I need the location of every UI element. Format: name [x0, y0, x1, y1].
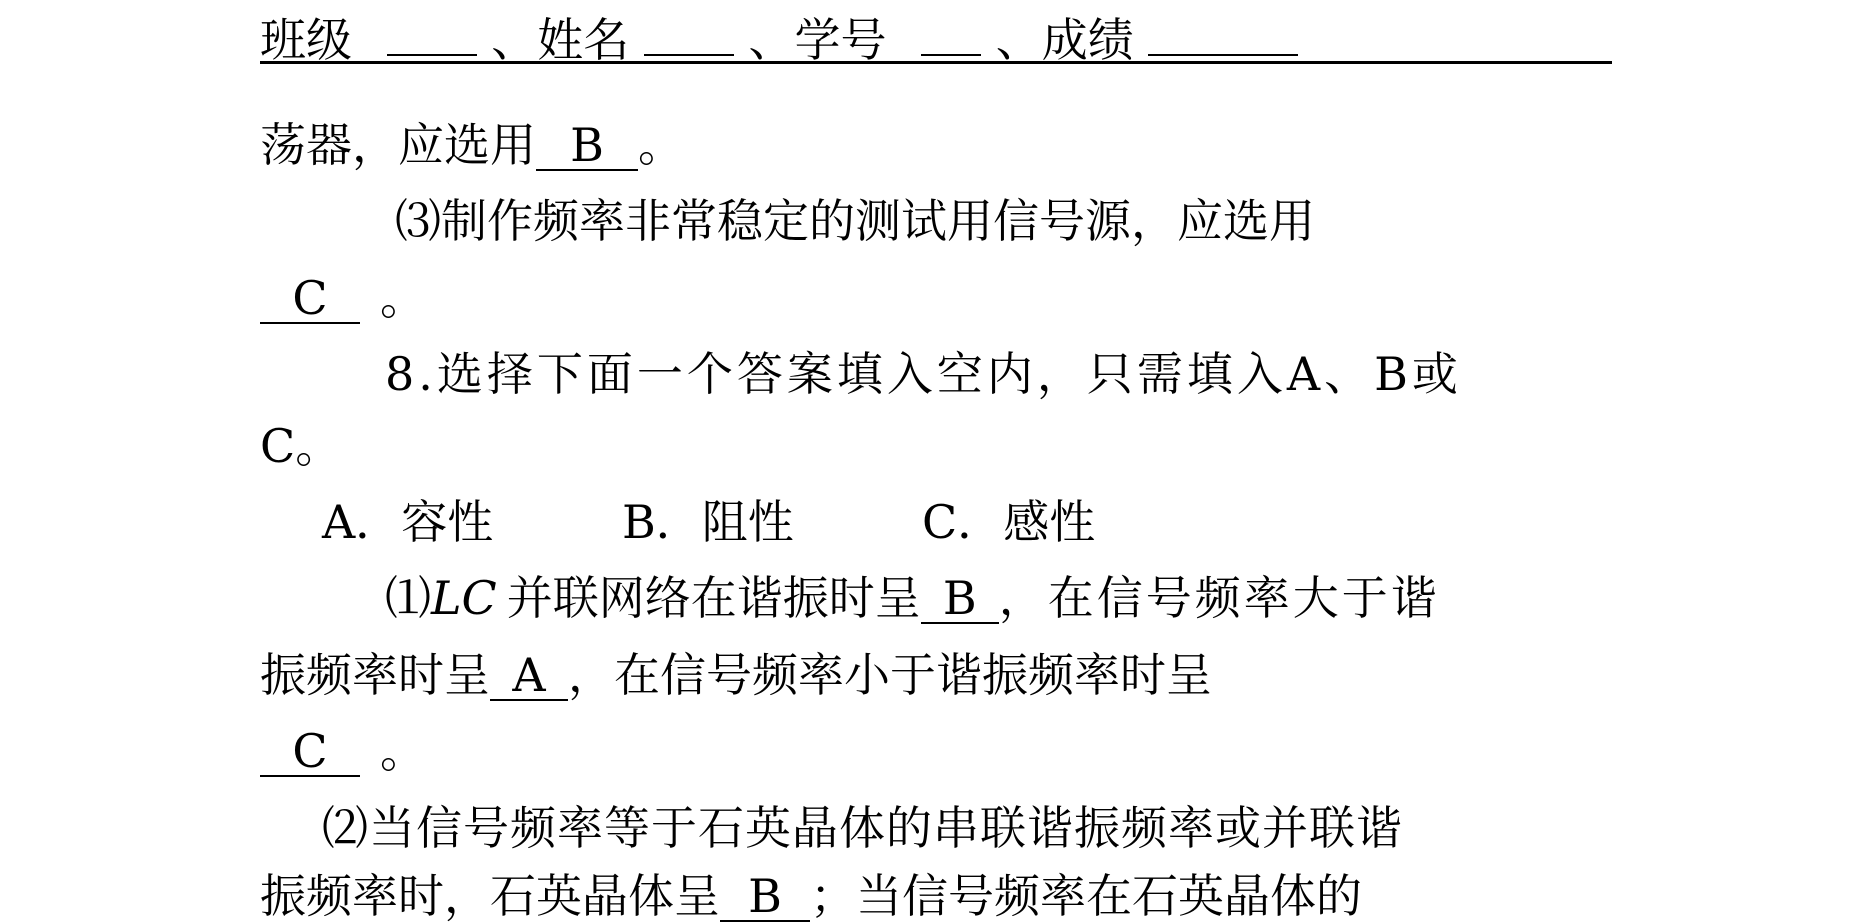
- text-line-1: [260, 117, 684, 173]
- page-header: [260, 4, 1612, 67]
- answer-text: B: [942, 571, 977, 625]
- option-b: [622, 494, 794, 550]
- answer-text: C: [292, 724, 328, 778]
- answer-blank: [260, 271, 360, 325]
- line1-prefix: 荡器，应选用: [260, 118, 536, 172]
- answer-blank: [921, 571, 999, 625]
- question-8-cont: [260, 418, 341, 474]
- header-rule: [260, 61, 1612, 64]
- sub2-line2-suffix: ；当信号频率在石英晶体的: [810, 869, 1362, 923]
- score-blank: [1148, 4, 1298, 56]
- sub1-line2-suffix: ，在信号频率小于谐振频率时呈: [568, 648, 1212, 702]
- answer-text: C: [292, 271, 328, 325]
- sub-question-1-line3: [260, 723, 426, 779]
- name-blank: [644, 4, 734, 56]
- question-8: [385, 346, 1462, 402]
- answer-blank: [720, 869, 810, 923]
- class-blank: [387, 4, 477, 56]
- name-label: 、姓名: [491, 13, 630, 67]
- question-8-text: 8.选择下面一个答案填入空内，只需填入A、B或: [385, 347, 1462, 401]
- sub1-prefix: ⑴: [385, 571, 431, 625]
- answer-text: B: [748, 869, 782, 923]
- text-line-2: [395, 193, 1315, 249]
- sub1-line3-suffix: 。: [380, 724, 426, 778]
- option-a: [322, 494, 493, 550]
- sub-question-1: [385, 570, 1440, 626]
- question-8-cont-text: C。: [260, 419, 342, 473]
- score-label: 、成绩: [995, 13, 1134, 67]
- option-a-label: A．容性: [322, 495, 494, 549]
- line1-suffix: 。: [638, 118, 684, 172]
- answer-text: B: [570, 118, 604, 172]
- sub-question-1-line2: [260, 647, 1212, 703]
- answer-text: A: [512, 648, 546, 702]
- sub1-line2-prefix: 振频率时呈: [260, 648, 490, 702]
- line2-text: ⑶制作频率非常稳定的测试用信号源，应选用: [395, 194, 1315, 248]
- sub1-text: 并联网络在谐振时呈: [506, 571, 921, 625]
- option-b-label: B．阻性: [622, 495, 794, 549]
- sub-question-2: [322, 800, 1403, 856]
- class-label: 班级: [260, 13, 352, 67]
- id-label: 、学号: [748, 13, 887, 67]
- line3-suffix: 。: [380, 271, 426, 325]
- answer-blank: [260, 724, 360, 778]
- answer-blank: [490, 648, 568, 702]
- option-c-label: C．感性: [922, 495, 1096, 549]
- text-line-3: [260, 270, 426, 326]
- sub2-line2-prefix: 振频率时，石英晶体呈: [260, 869, 720, 923]
- sub2-text: ⑵当信号频率等于石英晶体的串联谐振频率或并联谐: [322, 801, 1403, 855]
- id-blank: [921, 4, 981, 56]
- answer-blank: [536, 118, 638, 172]
- sub-question-2-line2: [260, 868, 1362, 924]
- option-c: [922, 494, 1095, 550]
- sub1-text2: ，在信号频率大于谐: [998, 571, 1440, 625]
- lc-symbol: LC: [431, 571, 497, 625]
